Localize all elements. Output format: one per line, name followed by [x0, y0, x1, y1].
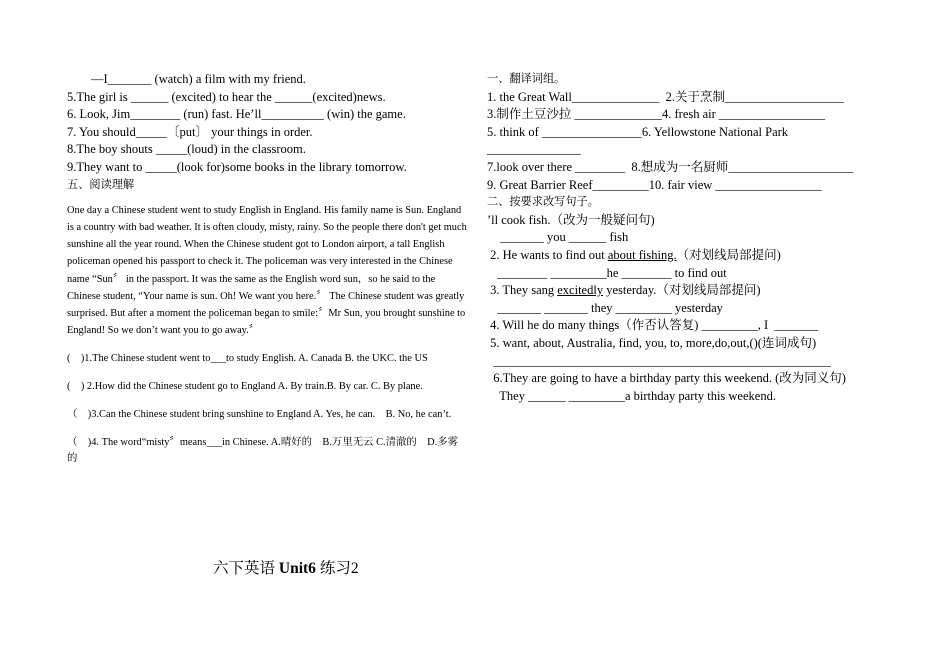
exercise-line-6: 6. Look, Jim________ (run) fast. He’ll__________ (win) the game.	[67, 107, 406, 122]
rewrite-5-answer: ______________________________________________________	[487, 353, 831, 368]
reading-passage: One day a Chinese student went to study English in England. His family name is Sun. England is a country with bad weather. It is often cloudy, misty, rainy. So the people there don't get much sunshine all the year round. When the Chinese student got to London airport, a tall English policeman opened his passport to check it. The policeman was very interested in the Chinese name “Sun〞 in the passport. It was the same as the English word sun，so he said to the Chinese student, “Your name is sun. Oh! We want you here.〞 The Chinese student was greatly surprised. But after a moment the policeman began to smile:〞Mr Sun, you brought sunshine to England! So we don’t want you to go away.〞	[67, 205, 467, 336]
rewrite-3-answer: _______ _______ they _________ yesterday	[491, 300, 723, 315]
rewrite-3-pre: 3. They sang	[487, 283, 558, 298]
rewrite-2-post: （对划线局部提问)	[676, 247, 781, 262]
rewrite-3	[487, 282, 887, 300]
phrase-line-1: 1. the Great Wall______________ 2.关于烹制___________________	[487, 89, 844, 104]
rewrite-2-answer: ________ _________he ________ to find out	[491, 265, 727, 280]
exercise-line-5: 5.The girl is ______ (excited) to hear the ______(excited)news.	[67, 89, 386, 104]
title-prefix: 六下英语	[213, 560, 276, 577]
rewrite-3-underlined: excitedly	[557, 283, 604, 298]
rewrite-5: 5. want, about, Australia, find, you, to, more,do,out,()(连词成句)	[487, 335, 817, 350]
phrase-line-3: 5. think of ________________6. Yellowstone National Park	[487, 124, 789, 139]
rewrite-4: 4. Will he do many things（作否认答复) _________, I _______	[487, 318, 819, 333]
question-3: （ )3.Can the Chinese student bring sunshine to England A. Yes, he can. B. No, he can’t.	[67, 408, 452, 420]
phrase-line-2: 3.制作土豆沙拉 ______________4. fresh air _________________	[487, 107, 826, 122]
exercise-line-9: 9.They want to _____(look for)some books in the library tomorrow.	[67, 159, 407, 174]
phrase-line-4: _______________	[487, 142, 581, 157]
question-2: ( ) 2.How did the Chinese student go to England A. By train.B. By car. C. By plane.	[67, 380, 423, 392]
left-column	[67, 71, 467, 467]
phrase-line-5: 7.look over there ________ 8.想成为一名厨师____________________	[487, 159, 854, 174]
title-suffix: 练习2	[319, 560, 359, 577]
rewrite-2-pre: 2. He wants to find out	[487, 247, 608, 262]
title-unit: Unit6	[278, 560, 316, 577]
section1-title: 一、翻译词组。	[487, 73, 566, 85]
rewrite-6-answer: They ______ _________a birthday party this weekend.	[487, 388, 776, 403]
rewrite-1: ’ll cook fish.（改为一般疑问句)	[487, 212, 655, 227]
exercise-line-8: 8.The boy shouts _____(loud) in the classroom.	[67, 142, 306, 157]
exercise-line-4: —I_______ (watch) a film with my friend.	[91, 72, 306, 86]
page-title	[213, 556, 359, 578]
phrase-line-6: 9. Great Barrier Reef_________10. fair view _________________	[487, 177, 822, 192]
exercise-line-7: 7. You should_____〔put〕 your things in order.	[67, 124, 313, 139]
rewrite-2-underlined: about fishing.	[607, 247, 677, 262]
question-1: ( )1.The Chinese student went to___to study English. A. Canada B. the UKC. the US	[67, 352, 428, 364]
rewrite-1-answer: _______ you ______ fish	[497, 230, 629, 245]
rewrite-6: 6.They are going to have a birthday party this weekend. (改为同义句)	[487, 371, 846, 386]
question-4: （ )4. The word“misty〞means___in Chinese. A.晴好的 B.万里无云 C.清澈的 D.多雾的	[67, 436, 459, 464]
right-column	[487, 71, 887, 405]
section2-title: 二、按要求改写句子。	[487, 196, 599, 209]
rewrite-3-post: yesterday.（对划线局部提问)	[603, 283, 761, 298]
rewrite-2	[487, 247, 887, 265]
section5-title: 五、阅读理解	[67, 178, 135, 191]
